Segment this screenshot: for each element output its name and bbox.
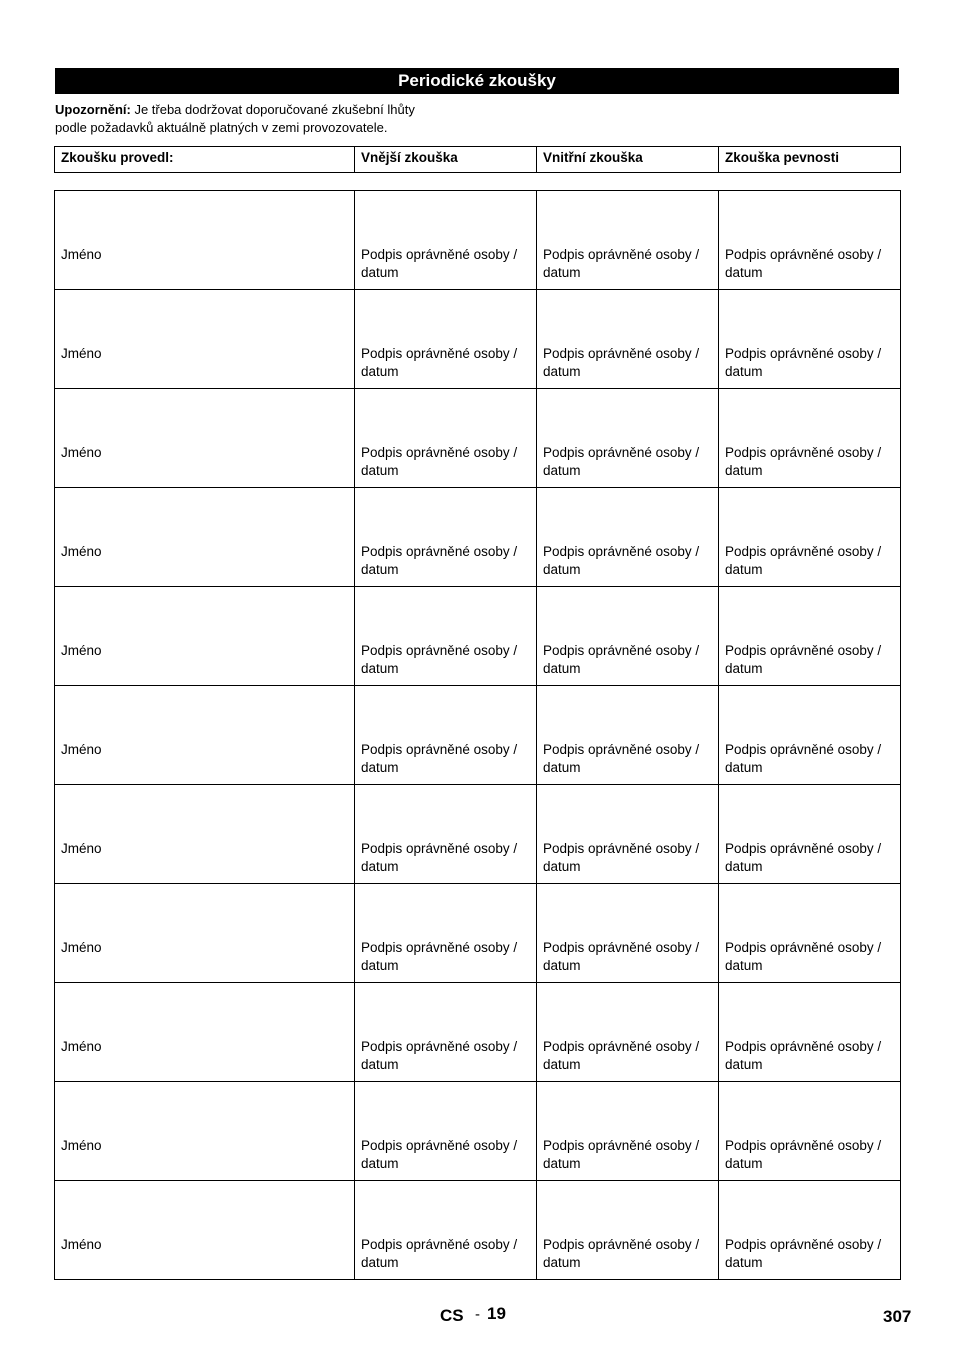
signature-label: Podpis oprávněné osoby / — [725, 445, 882, 460]
header-internal-test: Vnitřní zkouška — [537, 147, 719, 173]
signature-label: Podpis oprávněné osoby / — [361, 346, 518, 361]
signature-label: Podpis oprávněné osoby / — [543, 643, 700, 658]
signature-cell[interactable] — [355, 191, 537, 290]
date-label: datum — [361, 661, 399, 676]
date-label: datum — [543, 1156, 581, 1171]
signature-cell[interactable] — [355, 983, 537, 1082]
signature-cell[interactable] — [719, 1082, 901, 1181]
table-row — [55, 785, 901, 884]
signature-label: Podpis oprávněné osoby / — [543, 346, 700, 361]
date-label: datum — [543, 1255, 581, 1270]
signature-cell[interactable] — [355, 884, 537, 983]
signature-cell[interactable] — [537, 785, 719, 884]
signature-cell[interactable] — [719, 587, 901, 686]
table-row — [55, 389, 901, 488]
date-label: datum — [725, 1057, 763, 1072]
date-label: datum — [361, 859, 399, 874]
date-label: datum — [725, 364, 763, 379]
date-label: datum — [543, 364, 581, 379]
signature-label: Podpis oprávněné osoby / — [543, 742, 700, 757]
signature-cell[interactable] — [537, 1181, 719, 1280]
table-row — [55, 488, 901, 587]
table-row — [55, 587, 901, 686]
name-cell[interactable] — [55, 488, 355, 587]
name-label: Jméno — [61, 247, 102, 262]
signature-cell[interactable] — [355, 1082, 537, 1181]
name-cell[interactable] — [55, 587, 355, 686]
signature-label: Podpis oprávněné osoby / — [543, 544, 700, 559]
signature-label: Podpis oprávněné osoby / — [361, 1138, 518, 1153]
name-cell[interactable] — [55, 785, 355, 884]
date-label: datum — [725, 859, 763, 874]
signature-cell[interactable] — [537, 884, 719, 983]
date-label: datum — [361, 1156, 399, 1171]
signature-cell[interactable] — [719, 983, 901, 1082]
signature-cell[interactable] — [719, 389, 901, 488]
signature-label: Podpis oprávněné osoby / — [725, 1138, 882, 1153]
name-cell[interactable] — [55, 191, 355, 290]
signature-label: Podpis oprávněné osoby / — [543, 1237, 700, 1252]
date-label: datum — [543, 562, 581, 577]
date-label: datum — [361, 364, 399, 379]
signature-label: Podpis oprávněné osoby / — [361, 742, 518, 757]
signature-label: Podpis oprávněné osoby / — [361, 1237, 518, 1252]
signature-cell[interactable] — [537, 1082, 719, 1181]
signature-cell[interactable] — [355, 587, 537, 686]
table-row — [55, 884, 901, 983]
notice-text — [55, 101, 655, 137]
signature-label: Podpis oprávněné osoby / — [543, 1039, 700, 1054]
signature-label: Podpis oprávněné osoby / — [725, 247, 882, 262]
signature-label: Podpis oprávněné osoby / — [361, 247, 518, 262]
date-label: datum — [361, 1255, 399, 1270]
signature-cell[interactable] — [719, 1181, 901, 1280]
name-cell[interactable] — [55, 983, 355, 1082]
date-label: datum — [725, 265, 763, 280]
signature-label: Podpis oprávněné osoby / — [361, 445, 518, 460]
footer-separator: - — [475, 1306, 480, 1323]
signature-cell[interactable] — [719, 488, 901, 587]
name-cell[interactable] — [55, 1181, 355, 1280]
name-label: Jméno — [61, 742, 102, 757]
name-label: Jméno — [61, 445, 102, 460]
date-label: datum — [725, 958, 763, 973]
signature-label: Podpis oprávněné osoby / — [543, 247, 700, 262]
date-label: datum — [543, 1057, 581, 1072]
table-header — [54, 146, 901, 173]
signature-cell[interactable] — [355, 1181, 537, 1280]
header-row — [55, 147, 901, 173]
signature-label: Podpis oprávněné osoby / — [361, 544, 518, 559]
name-label: Jméno — [61, 1039, 102, 1054]
footer-language: CS — [440, 1306, 464, 1325]
footer-page-number: 307 — [883, 1307, 912, 1326]
signature-label: Podpis oprávněné osoby / — [725, 1039, 882, 1054]
date-label: datum — [725, 463, 763, 478]
date-label: datum — [543, 265, 581, 280]
date-label: datum — [361, 1057, 399, 1072]
table-row — [55, 191, 901, 290]
date-label: datum — [543, 958, 581, 973]
signature-label: Podpis oprávněné osoby / — [361, 841, 518, 856]
signature-cell[interactable] — [355, 290, 537, 389]
name-cell[interactable] — [55, 290, 355, 389]
name-label: Jméno — [61, 544, 102, 559]
table-row — [55, 290, 901, 389]
signature-label: Podpis oprávněné osoby / — [725, 742, 882, 757]
name-label: Jméno — [61, 940, 102, 955]
inspection-table — [54, 190, 901, 1280]
signature-cell[interactable] — [537, 389, 719, 488]
name-label: Jméno — [61, 1138, 102, 1153]
signature-label: Podpis oprávněné osoby / — [725, 544, 882, 559]
date-label: datum — [725, 1156, 763, 1171]
signature-label: Podpis oprávněné osoby / — [361, 940, 518, 955]
notice-label: Upozornění: — [55, 102, 131, 117]
table-row — [55, 1181, 901, 1280]
name-cell[interactable] — [55, 686, 355, 785]
table-row — [55, 1082, 901, 1181]
header-external-test: Vnější zkouška — [355, 147, 537, 173]
signature-cell[interactable] — [355, 488, 537, 587]
signature-label: Podpis oprávněné osoby / — [543, 841, 700, 856]
signature-cell[interactable] — [537, 983, 719, 1082]
date-label: datum — [361, 265, 399, 280]
signature-cell[interactable] — [537, 587, 719, 686]
date-label: datum — [543, 463, 581, 478]
signature-cell[interactable] — [355, 686, 537, 785]
signature-cell[interactable] — [537, 191, 719, 290]
signature-label: Podpis oprávněné osoby / — [361, 643, 518, 658]
signature-cell[interactable] — [719, 290, 901, 389]
signature-label: Podpis oprávněné osoby / — [725, 643, 882, 658]
date-label: datum — [725, 562, 763, 577]
date-label: datum — [725, 1255, 763, 1270]
signature-label: Podpis oprávněné osoby / — [543, 940, 700, 955]
signature-cell[interactable] — [719, 686, 901, 785]
name-cell[interactable] — [55, 884, 355, 983]
signature-cell[interactable] — [537, 686, 719, 785]
table-row — [55, 686, 901, 785]
signature-cell[interactable] — [355, 785, 537, 884]
notice-line2: podle požadavků aktuálně platných v zemi provozovatele. — [55, 120, 388, 135]
signature-cell[interactable] — [719, 884, 901, 983]
footer-local-page: 19 — [487, 1304, 506, 1323]
date-label: datum — [361, 562, 399, 577]
name-cell[interactable] — [55, 1082, 355, 1181]
date-label: datum — [725, 661, 763, 676]
header-performed-by: Zkoušku provedl: — [55, 147, 355, 173]
table-row — [55, 983, 901, 1082]
signature-label: Podpis oprávněné osoby / — [725, 346, 882, 361]
signature-label: Podpis oprávněné osoby / — [361, 1039, 518, 1054]
page-title: Periodické zkoušky — [55, 68, 899, 94]
signature-cell[interactable] — [719, 191, 901, 290]
name-label: Jméno — [61, 1237, 102, 1252]
date-label: datum — [725, 760, 763, 775]
signature-cell[interactable] — [719, 785, 901, 884]
signature-label: Podpis oprávněné osoby / — [725, 940, 882, 955]
date-label: datum — [361, 958, 399, 973]
header-strength-test: Zkouška pevnosti — [719, 147, 901, 173]
notice-line1: Je třeba dodržovat doporučované zkušební lhůty — [130, 102, 415, 117]
name-label: Jméno — [61, 346, 102, 361]
signature-label: Podpis oprávněné osoby / — [543, 445, 700, 460]
date-label: datum — [361, 760, 399, 775]
name-label: Jméno — [61, 643, 102, 658]
signature-label: Podpis oprávněné osoby / — [725, 841, 882, 856]
name-label: Jméno — [61, 841, 102, 856]
date-label: datum — [361, 463, 399, 478]
signature-cell[interactable] — [355, 389, 537, 488]
date-label: datum — [543, 661, 581, 676]
signature-label: Podpis oprávněné osoby / — [543, 1138, 700, 1153]
date-label: datum — [543, 859, 581, 874]
name-cell[interactable] — [55, 389, 355, 488]
signature-label: Podpis oprávněné osoby / — [725, 1237, 882, 1252]
date-label: datum — [543, 760, 581, 775]
signature-cell[interactable] — [537, 290, 719, 389]
signature-cell[interactable] — [537, 488, 719, 587]
